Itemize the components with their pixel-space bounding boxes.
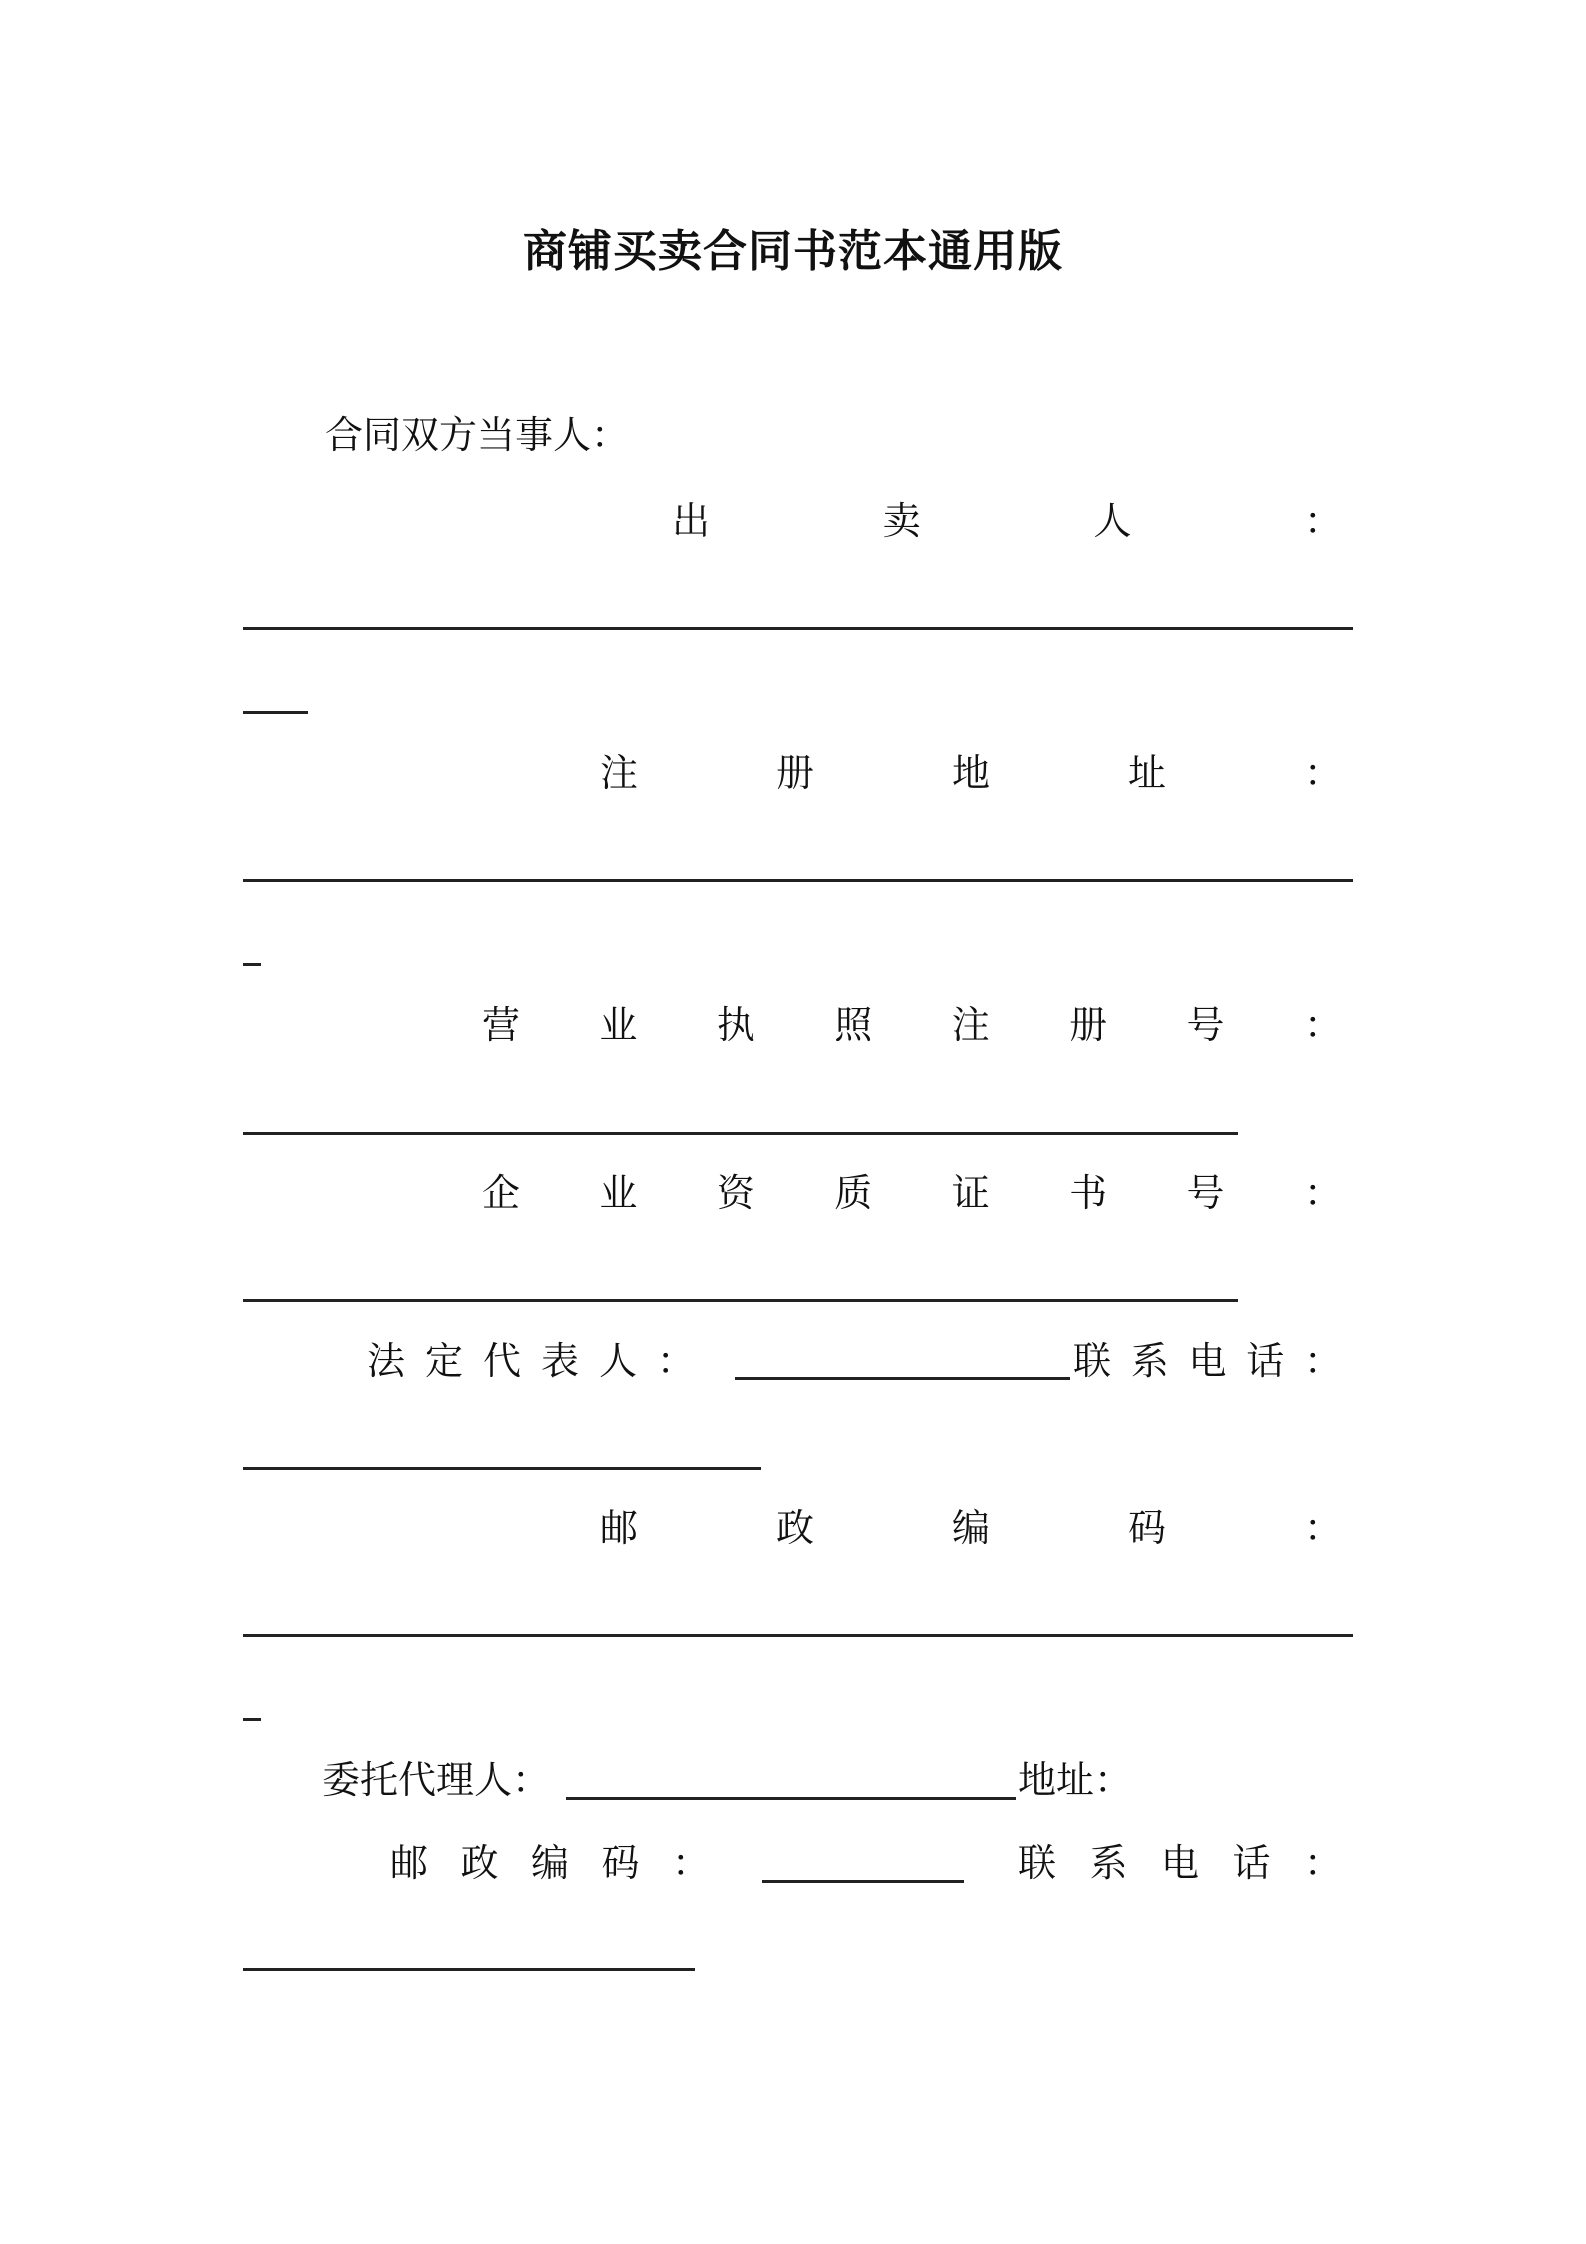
reg-address-char: 注 [600, 751, 639, 795]
license-char: ： [1303, 1003, 1342, 1047]
reg-address-char: ： [1303, 751, 1342, 795]
postcode-char: 邮 [600, 1506, 639, 1550]
seller-label-char: 卖 [882, 499, 921, 543]
postcode-blank-line-2[interactable] [243, 1718, 261, 1721]
license-label [482, 1000, 1342, 1050]
license-char: 册 [1069, 1003, 1108, 1047]
reg-address-label [600, 748, 1342, 798]
contact-phone-char: ： [1303, 1339, 1342, 1383]
qualification-char: ： [1303, 1171, 1342, 1215]
license-char: 照 [834, 1003, 873, 1047]
license-char: 执 [716, 1003, 755, 1047]
contact-phone-blank[interactable] [243, 1467, 761, 1470]
reg-address-blank-line-1[interactable] [243, 879, 1353, 882]
postcode-char: 码 [1127, 1506, 1166, 1550]
seller-label [672, 496, 1342, 546]
license-char: 业 [599, 1003, 638, 1047]
postcode2-char: 政 [460, 1841, 499, 1885]
parties-heading: 合同双方当事人： [325, 413, 630, 457]
contact-phone-char: 电 [1188, 1339, 1227, 1383]
contact-phone-char: 系 [1130, 1339, 1169, 1383]
seller-label-char: 人 [1093, 499, 1132, 543]
contact-phone2-label [1018, 1838, 1342, 1888]
license-char: 营 [482, 1003, 521, 1047]
contact-phone2-blank[interactable] [243, 1968, 695, 1971]
document-title: 商铺买卖合同书范本通用版 [523, 226, 1063, 277]
agent-blank[interactable] [566, 1797, 1016, 1800]
legal-rep-char: ： [656, 1339, 695, 1383]
reg-address-char: 址 [1127, 751, 1166, 795]
contact-phone-char: 话 [1246, 1339, 1285, 1383]
qualification-char: 企 [482, 1171, 521, 1215]
postcode2-label [390, 1838, 710, 1888]
qualification-label [482, 1168, 1342, 1218]
contact-phone2-char: 联 [1018, 1841, 1057, 1885]
postcode2-blank[interactable] [762, 1880, 964, 1883]
reg-address-char: 地 [951, 751, 990, 795]
qualification-char: 资 [716, 1171, 755, 1215]
seller-blank-line-1[interactable] [243, 627, 1353, 630]
agent-address-label: 地址： [1018, 1758, 1133, 1802]
agent-label: 委托代理人： [322, 1758, 551, 1802]
legal-rep-label [367, 1336, 695, 1386]
legal-rep-char: 法 [367, 1339, 406, 1383]
contact-phone2-char: ： [1303, 1841, 1342, 1885]
legal-rep-char: 人 [598, 1339, 637, 1383]
reg-address-blank-line-2[interactable] [243, 963, 261, 966]
legal-rep-blank[interactable] [735, 1377, 1070, 1380]
seller-label-char: 出 [672, 499, 711, 543]
qualification-char: 业 [599, 1171, 638, 1215]
qualification-char: 证 [951, 1171, 990, 1215]
postcode2-char: 编 [530, 1841, 569, 1885]
contact-phone-char: 联 [1073, 1339, 1112, 1383]
postcode-char: ： [1303, 1506, 1342, 1550]
contact-phone2-char: 话 [1232, 1841, 1271, 1885]
qualification-blank-line[interactable] [243, 1299, 1238, 1302]
postcode2-char: 码 [601, 1841, 640, 1885]
contact-phone-label [1073, 1336, 1342, 1386]
legal-rep-char: 定 [424, 1339, 463, 1383]
qualification-char: 质 [834, 1171, 873, 1215]
postcode2-char: 邮 [390, 1841, 429, 1885]
postcode2-char: ： [671, 1841, 710, 1885]
reg-address-char: 册 [775, 751, 814, 795]
postcode-char: 政 [775, 1506, 814, 1550]
license-char: 号 [1186, 1003, 1225, 1047]
seller-label-char: ： [1303, 499, 1342, 543]
qualification-char: 书 [1069, 1171, 1108, 1215]
postcode-blank-line-1[interactable] [243, 1634, 1353, 1637]
contact-phone2-char: 系 [1089, 1841, 1128, 1885]
legal-rep-char: 代 [482, 1339, 521, 1383]
seller-blank-line-2[interactable] [243, 711, 308, 714]
license-blank-line[interactable] [243, 1132, 1238, 1135]
postcode-char: 编 [951, 1506, 990, 1550]
license-char: 注 [951, 1003, 990, 1047]
postcode-label [600, 1503, 1342, 1553]
qualification-char: 号 [1186, 1171, 1225, 1215]
contact-phone2-char: 电 [1160, 1841, 1199, 1885]
legal-rep-char: 表 [540, 1339, 579, 1383]
